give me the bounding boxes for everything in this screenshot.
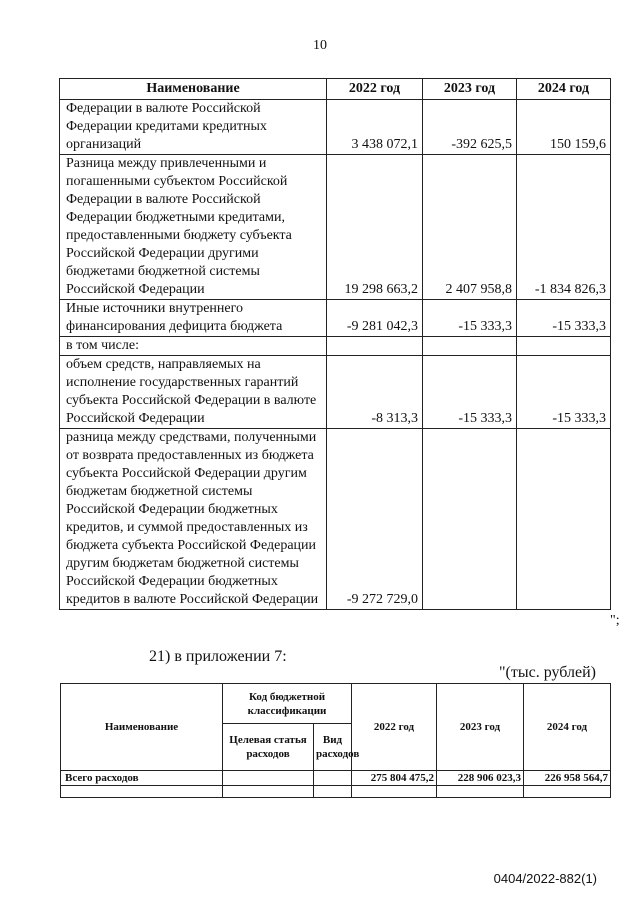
header-2024: 2024 год xyxy=(524,684,611,771)
row-value-2022: 3 438 072,1 xyxy=(327,100,423,155)
document-code: 0404/2022-882(1) xyxy=(493,871,597,886)
sources-table xyxy=(59,78,611,610)
table-row xyxy=(60,300,611,337)
table-row xyxy=(60,100,611,155)
page-number: 10 xyxy=(313,38,327,53)
table-row xyxy=(60,429,611,610)
row-value-2023: -15 333,3 xyxy=(423,356,517,429)
row-value-2023: -392 625,5 xyxy=(423,100,517,155)
row-name: объем средств, направляемых на исполнение государственных гарантий субъекта Российской Федерации в валюте Российской Федерации xyxy=(60,356,327,429)
expenses-header-top xyxy=(61,684,611,724)
row-value-2022: -8 313,3 xyxy=(327,356,423,429)
row-name: разница между средствами, полученными от возврата предоставленных из бюджета субъекта Российской Федерации другим бюджетам бюджетной системы Российской Федерации бюджетных кредитов, и суммой предоставленных из бюджета субъекта Российской Федерации другим бюджетам бюджетной системы Российской Федерации бюджетных кредитов в валюте Российской Федерации xyxy=(60,429,327,610)
table-row xyxy=(60,337,611,356)
total-2024: 226 958 564,7 xyxy=(524,771,611,786)
row-value-2024: -1 834 826,3 xyxy=(517,155,611,300)
appendix-heading: 21) в приложении 7: xyxy=(149,648,287,665)
header-2024: 2024 год xyxy=(517,79,611,100)
row-value-2024 xyxy=(517,337,611,356)
row-value-2024: 150 159,6 xyxy=(517,100,611,155)
header-expense-type: Вид расходов xyxy=(314,724,352,771)
closing-quote-mark: "; xyxy=(610,613,620,628)
expenses-table xyxy=(60,683,611,798)
units-note: "(тыс. рублей) xyxy=(499,664,596,681)
row-name: Федерации в валюте Российской Федерации кредитами кредитных организаций xyxy=(60,100,327,155)
row-value-2022 xyxy=(327,337,423,356)
row-value-2024 xyxy=(517,429,611,610)
header-2023: 2023 год xyxy=(437,684,524,771)
header-code-group: Код бюджетной классификации xyxy=(223,684,352,724)
table-row xyxy=(60,155,611,300)
row-value-2022: -9 272 729,0 xyxy=(327,429,423,610)
total-type xyxy=(314,771,352,786)
row-value-2023: 2 407 958,8 xyxy=(423,155,517,300)
row-name: в том числе: xyxy=(60,337,327,356)
header-name: Наименование xyxy=(61,684,223,771)
row-value-2023: -15 333,3 xyxy=(423,300,517,337)
total-2022: 275 804 475,2 xyxy=(352,771,437,786)
row-name: Иные источники внутреннего финансирования дефицита бюджета xyxy=(60,300,327,337)
total-2023: 228 906 023,3 xyxy=(437,771,524,786)
row-value-2022: 19 298 663,2 xyxy=(327,155,423,300)
header-2023: 2023 год xyxy=(423,79,517,100)
row-name: Разница между привлеченными и погашенными субъектом Российской Федерации в валюте Российской Федерации бюджетными кредитами, предоставленными бюджету субъекта Российской Федерации другими бюджетами бюджетной системы Российской Федерации xyxy=(60,155,327,300)
header-target-article: Целевая статья расходов xyxy=(223,724,314,771)
row-value-2022: -9 281 042,3 xyxy=(327,300,423,337)
row-value-2023 xyxy=(423,337,517,356)
total-row xyxy=(61,771,611,786)
row-value-2024: -15 333,3 xyxy=(517,300,611,337)
empty-row xyxy=(61,786,611,798)
table-row xyxy=(60,356,611,429)
row-value-2023 xyxy=(423,429,517,610)
total-target xyxy=(223,771,314,786)
header-2022: 2022 год xyxy=(352,684,437,771)
header-2022: 2022 год xyxy=(327,79,423,100)
row-value-2024: -15 333,3 xyxy=(517,356,611,429)
sources-table-header xyxy=(60,79,611,100)
header-name: Наименование xyxy=(60,79,327,100)
total-label: Всего расходов xyxy=(61,771,223,786)
